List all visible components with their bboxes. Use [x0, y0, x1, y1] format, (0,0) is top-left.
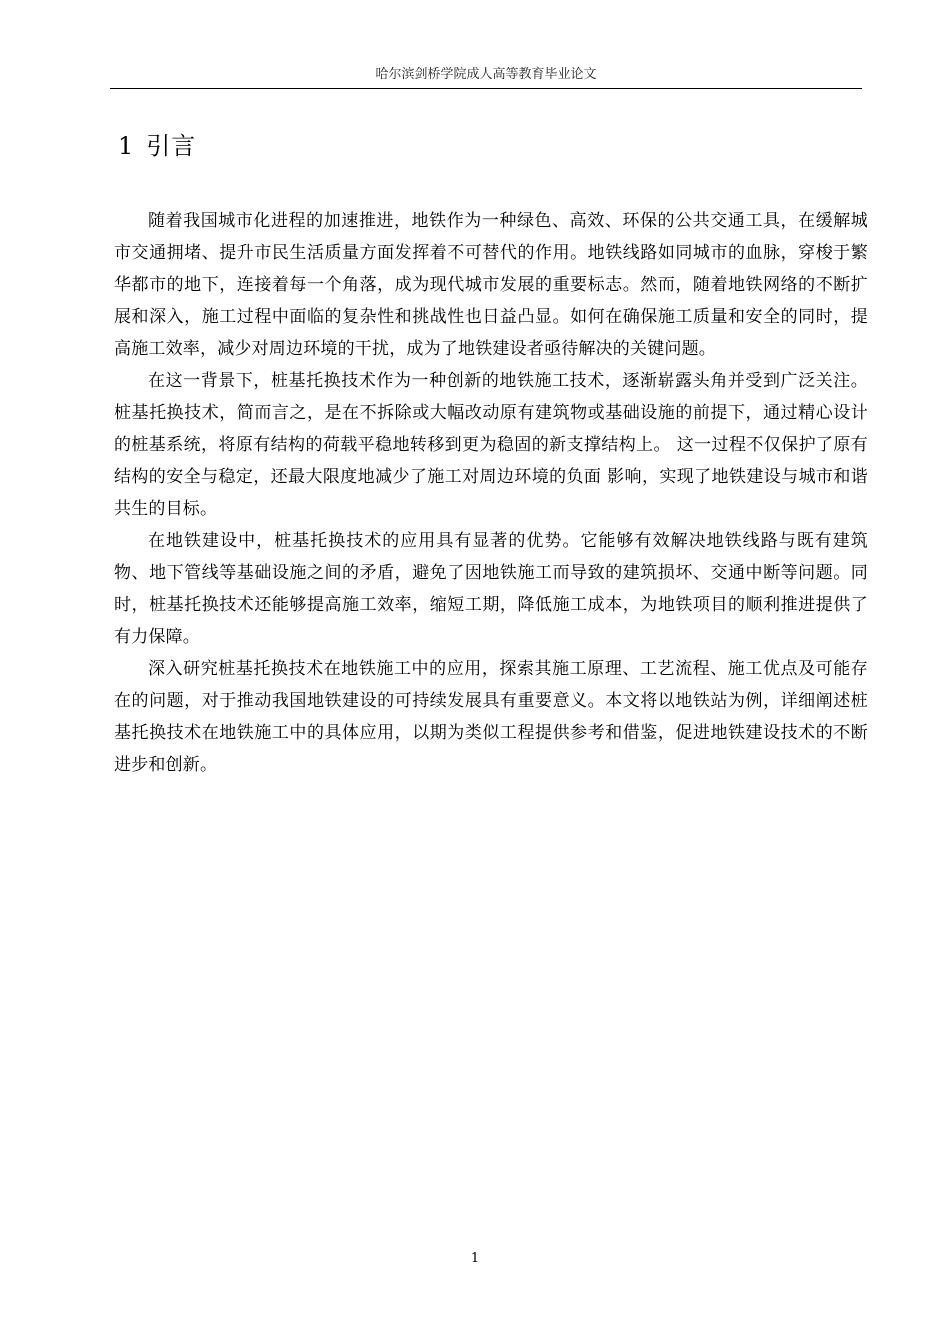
paragraph-4: 深入研究桩基托换技术在地铁施工中的应用，探索其施工原理、工艺流程、施工优点及可能存在的问题，对于推动我国地铁建设的可持续发展具有重要意义。本文将以地铁站为例，详细阐述桩基托换技术在地铁施工中的具体应用，以期为类似工程提供参考和借鉴，促进地铁建设技术的不断进步和创新。	[114, 659, 868, 775]
page-number: 1	[470, 1251, 480, 1266]
section-title: 引言	[146, 132, 197, 160]
paragraph-3: 在地铁建设中，桩基托换技术的应用具有显著的优势。它能够有效解决地铁线路与既有建筑物、地下管线等基础设施之间的矛盾，避免了因地铁施工而导致的建筑损坏、交通中断等问题。同时，桩基托换技术还能够提高施工效率，缩短工期，降低施工成本，为地铁项目的顺利推进提供了有力保障。	[114, 531, 868, 647]
page-header	[110, 64, 862, 89]
header-title: 哈尔滨剑桥学院成人高等教育毕业论文	[375, 67, 597, 82]
section-heading	[118, 128, 196, 164]
section-number: 1	[118, 132, 135, 160]
paragraph-1: 随着我国城市化进程的加速推进，地铁作为一种绿色、高效、环保的公共交通工具，在缓解城市交通拥堵、提升市民生活质量方面发挥着不可替代的作用。地铁线路如同城市的血脉，穿梭于繁华都市的地下，连接着每一个角落，成为现代城市发展的重要标志。然而，随着地铁网络的不断扩展和深入，施工过程中面临的复杂性和挑战性也日益凸显。如何在确保施工质量和安全的同时，提高施工效率，减少对周边环境的干扰，成为了地铁建设者亟待解决的关键问题。	[114, 211, 868, 359]
paragraph-2: 在这一背景下，桩基托换技术作为一种创新的地铁施工技术，逐渐崭露头角并受到广泛关注。桩基托换技术，简而言之，是在不拆除或大幅改动原有建筑物或基础设施的前提下，通过精心设计的桩基系统，将原有结构的荷载平稳地转移到更为稳固的新支撑结构上。 这一过程不仅保护了原有结构的安全与稳定，还最大限度地减少了施工对周边环境的负面 影响，实现了地铁建设与城市和谐共生的目标。	[114, 371, 868, 519]
body-text	[114, 205, 868, 781]
